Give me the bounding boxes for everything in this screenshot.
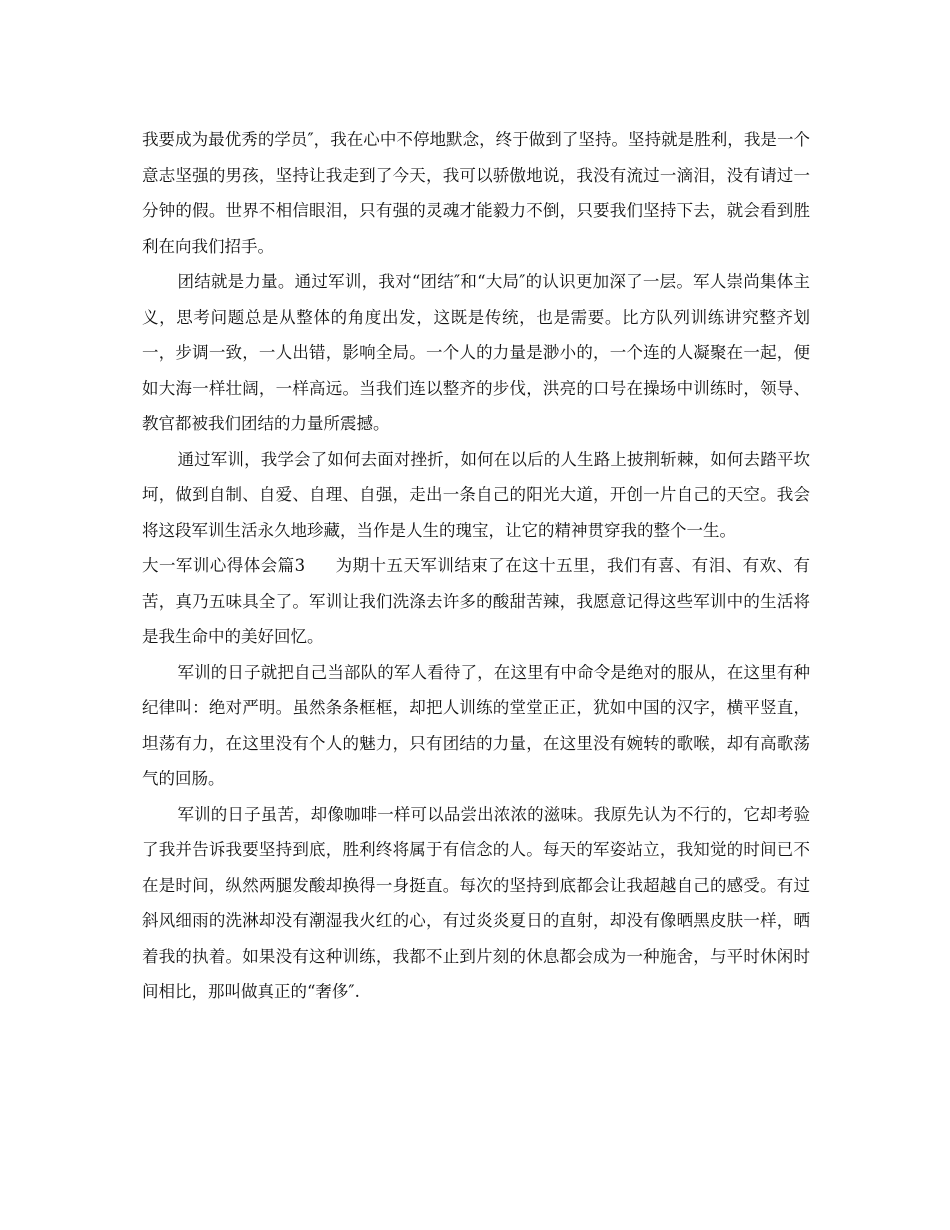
paragraph-5: 军训的日子就把自己当部队的军人看待了，在这里有中命令是绝对的服从，在这里有种纪律叫：绝对严明。虽然条条框框，却把人训练的堂堂正正，犹如中国的汉字，横平竖直，坦荡有力，在这里没有个人的魅力，只有团结的力量，在这里没有婉转的歌喉，却有高歌荡气的回肠。 [142,662,810,788]
paragraph-6: 军训的日子虽苦，却像咖啡一样可以品尝出浓浓的滋味。我原先认为不行的，它却考验了我并告诉我要坚持到底，胜利终将属于有信念的人。每天的军姿站立，我知觉的时间已不在是时间，纵然两腿发酸却换得一身挺直。每次的坚持到底都会让我超越自己的感受。有过斜风细雨的洗淋却没有潮湿我火红的心，有过炎炎夏日的直射，却没有像晒黑皮肤一样，晒着我的执着。如果没有这种训练，我都不止到片刻的休息都会成为一种施舍，与平时休闲时间相比，那叫做真正的“奢侈″. [142,804,810,1001]
section-intro-paragraph [142,548,810,655]
paragraph-1: 我要成为最优秀的学员″，我在心中不停地默念，终于做到了坚持。坚持就是胜利，我是一个意志坚强的男孩，坚持让我走到了今天，我可以骄傲地说，我没有流过一滴泪，没有请过一分钟的假。世界不相信眼泪，只有强的灵魂才能毅力不倒，只要我们坚持下去，就会看到胜利在向我们招手。 [142,130,810,256]
paragraph-2: 团结就是力量。通过军训，我对“团结″和“大局″的认识更加深了一层。军人崇尚集体主义，思考问题总是从整体的角度出发，这既是传统，也是需要。比方队列训练讲究整齐划一，步调一致，一人出错，影响全局。一个人的力量是渺小的，一个连的人凝聚在一起，便如大海一样壮阔，一样高远。当我们连以整齐的步伐，洪亮的口号在操场中训练时，领导、教官都被我们团结的力量所震撼。 [142,272,810,433]
section-title: 大一军训心得体会篇3 [142,556,306,575]
paragraph-3: 通过军训，我学会了如何去面对挫折，如何在以后的人生路上披荆斩棘，如何去踏平坎坷，做到自制、自爱、自理、自强，走出一条自己的阳光大道，开创一片自己的天空。我会将这段军训生活永久地珍藏，当作是人生的瑰宝，让它的精神贯穿我的整个一生。 [142,449,810,540]
document-page [142,122,810,1010]
section-intro-text: 为期十五天军训结束了在这十五里，我们有喜、有泪、有欢、有苦，真乃五味具全了。军训让我们洗涤去许多的酸甜苦辣，我愿意记得这些军训中的生活将是我生命中的美好回忆。 [142,556,811,646]
